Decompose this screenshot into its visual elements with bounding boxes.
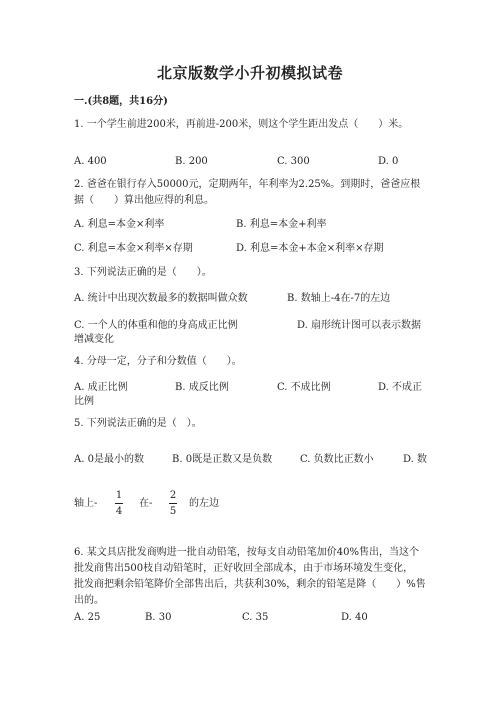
fraction-denominator: 4 — [115, 506, 123, 517]
q6-option-a: A. 25 — [74, 612, 101, 623]
q5-option-d-wrap-mid: 在- — [139, 498, 153, 509]
question-5-stem: 5. 下列说法正确的是（ ）。 — [74, 418, 202, 429]
q3-option-a: A. 统计中出现次数最多的数据叫做众数 — [74, 293, 248, 304]
q5-option-d-wrap-suffix: 的左边 — [189, 498, 219, 509]
q4-option-c: C. 不成比例 — [277, 382, 331, 393]
q5-option-b: B. 0既是正数又是负数 — [172, 454, 273, 465]
q2-option-d: D. 利息=本金+本金×利率×存期 — [236, 243, 384, 254]
question-6-stem-line2: 批发商售出500枝自动铅笔时，正好收回全部成本，由于市场环境发生变化， — [74, 563, 414, 574]
q5-option-c: C. 负数比正数小 — [300, 454, 374, 465]
question-2-stem-line1: 2. 爸爸在银行存入50000元，定期两年，年利率为2.25%。到期时，爸爸应根 — [74, 179, 421, 190]
question-6-stem-line1: 6. 某文具店批发商购进一批自动铅笔，按每支自动铅笔加价40%售出，当这个 — [74, 547, 419, 558]
page-title: 北京版数学小升初模拟试卷 — [156, 64, 343, 82]
q4-option-d: D. 不成正 — [378, 382, 423, 393]
question-6-stem-line4: 出的。 — [74, 595, 104, 606]
q5-option-a: A. 0是最小的数 — [74, 454, 144, 465]
q1-option-c: C. 300 — [277, 156, 310, 167]
q3-option-d: D. 扇形统计图可以表示数据 — [297, 320, 422, 331]
question-2-stem-line2: 据（ ）算出他应得的利息。 — [74, 195, 214, 206]
fraction-bar — [169, 503, 177, 504]
question-6-stem-line3: 批发商把剩余铅笔降价全部售出后，共获利30%，剩余的铅笔是降（ ）%售 — [74, 579, 426, 590]
section-header: 一.(共8题，共16分) — [74, 96, 168, 107]
q1-option-b: B. 200 — [175, 156, 208, 167]
q5-option-d: D. 数 — [403, 454, 428, 465]
fraction-numerator: 1 — [115, 490, 123, 501]
q6-option-b: B. 30 — [145, 612, 172, 623]
fraction-denominator: 5 — [169, 506, 177, 517]
q1-option-d: D. 0 — [378, 156, 399, 167]
fraction-one-quarter — [115, 489, 123, 518]
fraction-numerator: 2 — [169, 490, 177, 501]
fraction-bar — [115, 503, 123, 504]
fraction-two-fifths — [169, 489, 177, 518]
q2-option-c: C. 利息=本金×利率×存期 — [74, 243, 193, 254]
q4-option-d-wrap: 比例 — [74, 396, 94, 407]
q3-option-c: C. 一个人的体重和他的身高成正比例 — [74, 320, 238, 331]
q4-option-a: A. 成正比例 — [74, 382, 128, 393]
q2-option-a: A. 利息=本金×利率 — [74, 219, 165, 230]
q5-option-d-wrap-prefix: 轴上- — [74, 498, 98, 509]
q1-option-a: A. 400 — [74, 156, 107, 167]
question-3-stem: 3. 下列说法正确的是（ ）。 — [74, 267, 212, 278]
q3-option-b: B. 数轴上-4在-7的左边 — [287, 293, 391, 304]
question-4-stem: 4. 分母一定，分子和分数值（ ）。 — [74, 356, 242, 367]
q4-option-b: B. 成反比例 — [175, 382, 229, 393]
q3-option-d-wrap: 增减变化 — [74, 334, 114, 345]
q6-option-d: D. 40 — [341, 612, 368, 623]
q6-option-c: C. 35 — [242, 612, 269, 623]
question-1-stem: 1. 一个学生前进200米，再前进-200米，则这个学生距出发点（ ）米。 — [74, 119, 409, 130]
q2-option-b: B. 利息=本金+利率 — [236, 219, 327, 230]
